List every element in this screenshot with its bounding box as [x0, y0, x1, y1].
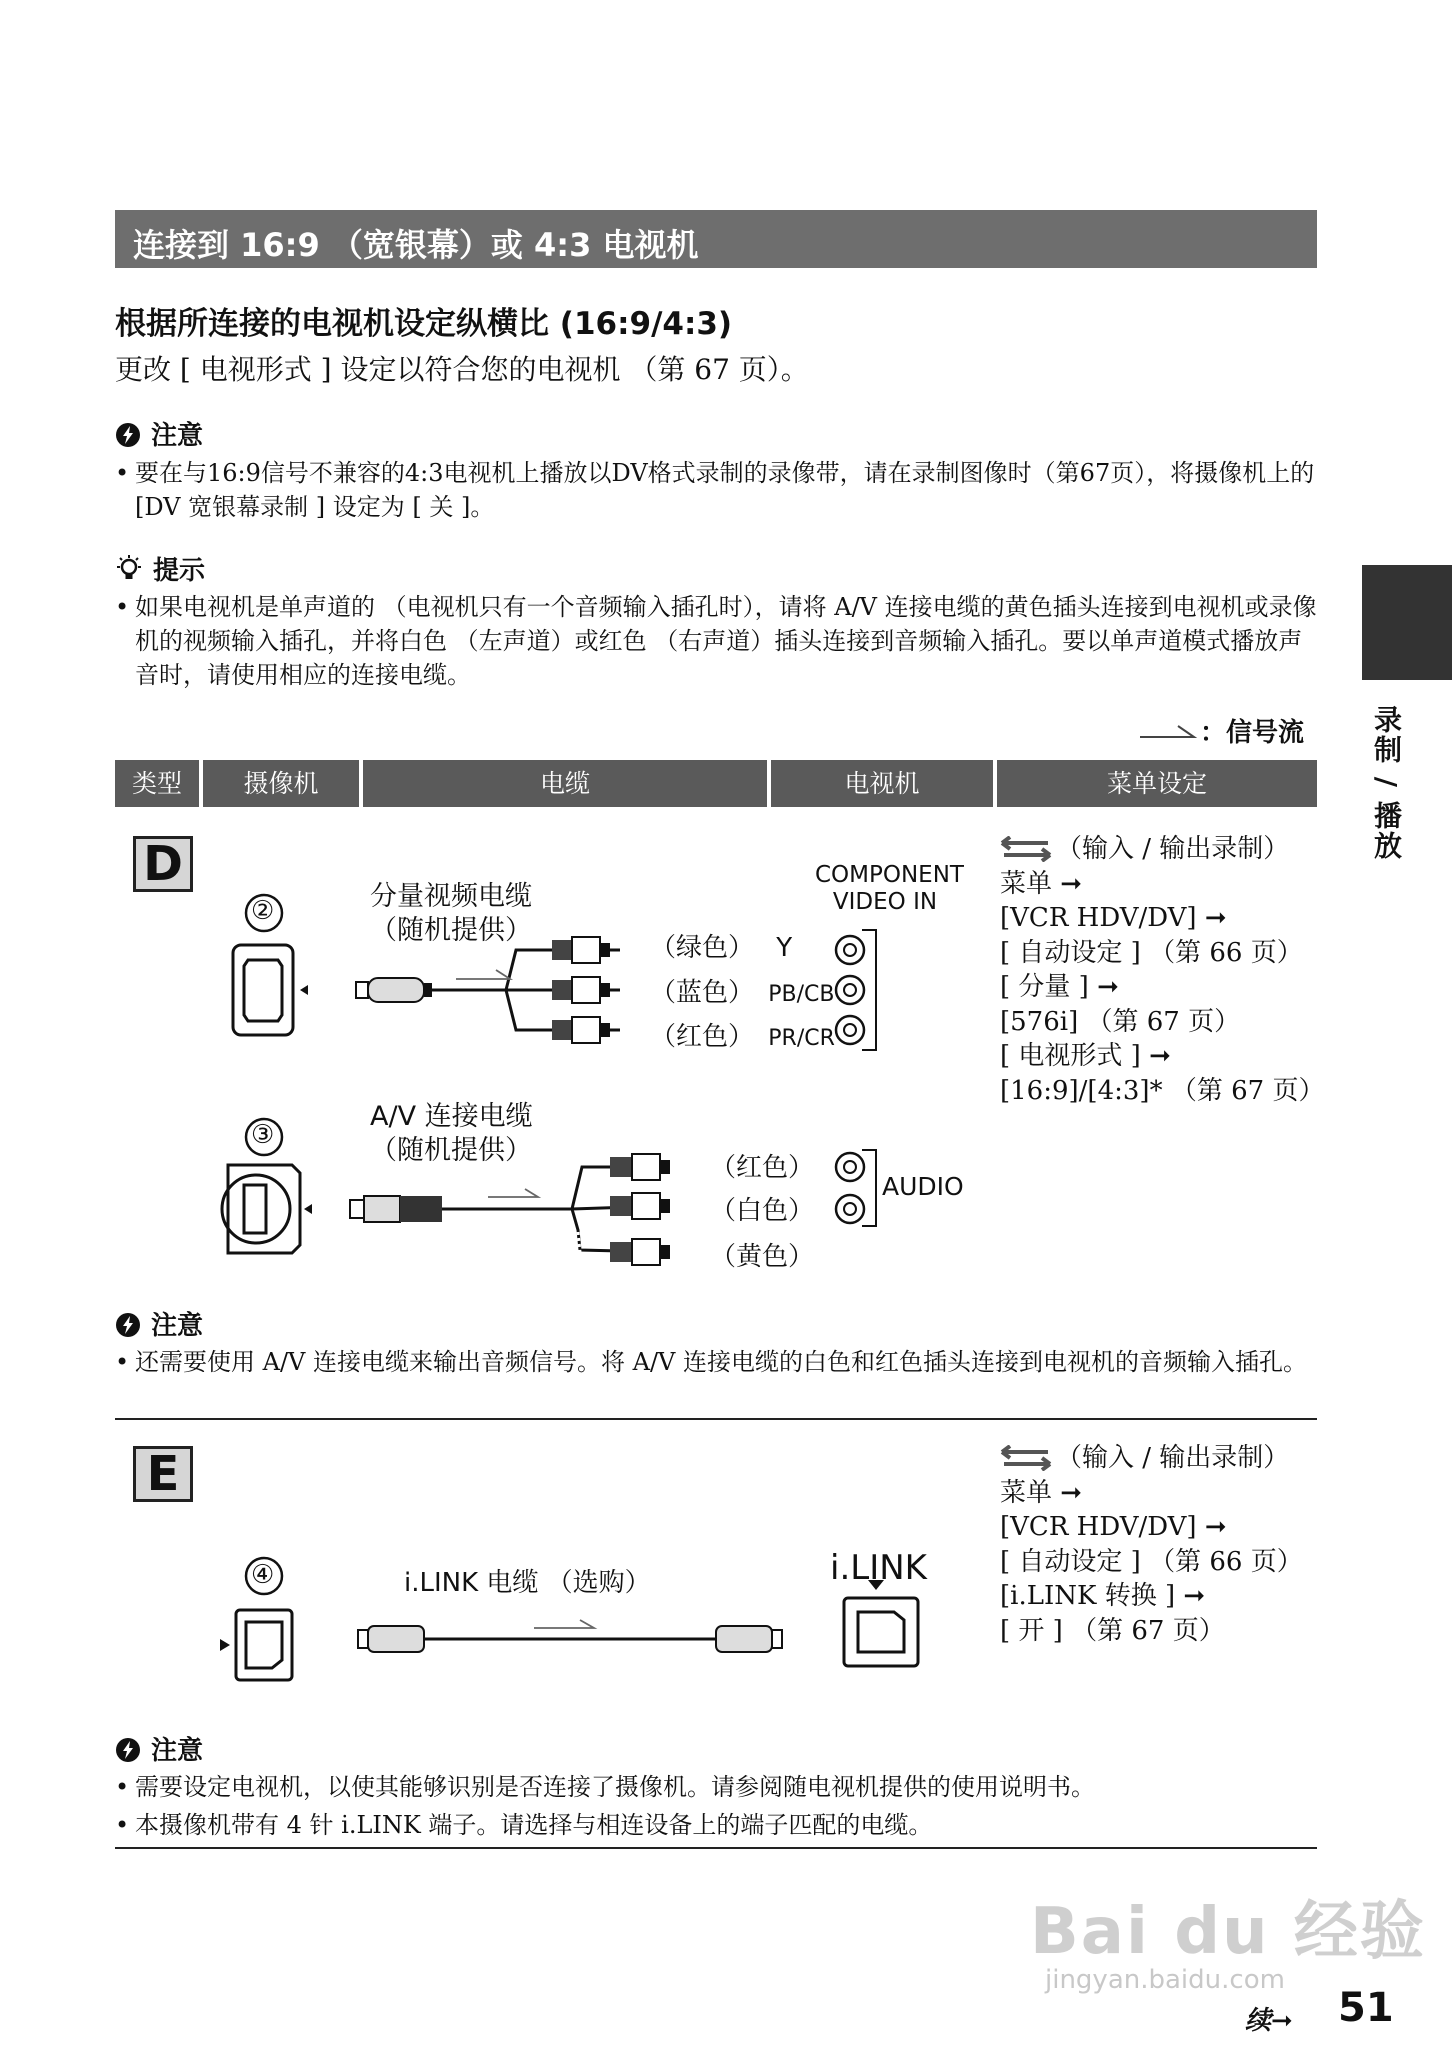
note3-item-2-text: 本摄像机带有 4 针 i.LINK 端子。请选择与相连设备上的端子匹配的电缆。	[135, 1811, 933, 1839]
rca-plug-red-icon	[552, 1017, 620, 1043]
caution-icon	[115, 422, 141, 448]
av-plug-white-label: （白色）	[710, 1196, 815, 1226]
ilink-port-tv-icon	[844, 1580, 918, 1666]
note1-heading	[115, 415, 203, 452]
menu-d-line-3: [ 自动设定 ] （第 66 页）	[1000, 937, 1303, 968]
note3-item-2: • 本摄像机带有 4 针 i.LINK 端子。请选择与相连设备上的端子匹配的电缆。	[115, 1811, 933, 1839]
note3-item-1-text: 需要设定电视机，以使其能够识别是否连接了摄像机。请参阅随电视机提供的使用说明书。	[135, 1773, 1095, 1801]
plug-red-signal: PR/CR	[768, 1026, 835, 1051]
av-cable-plug-icon	[350, 1196, 442, 1222]
audio-label: AUDIO	[882, 1172, 964, 1201]
component-cable-label	[370, 880, 532, 948]
av-plug-red-label: （红色）	[710, 1153, 815, 1183]
ilink-port-camcorder-icon	[220, 1610, 292, 1680]
number-2: ②	[251, 896, 275, 926]
divider-bottom	[115, 1847, 1317, 1849]
note3-heading	[115, 1730, 203, 1767]
aspect-heading: 根据所连接的电视机设定纵横比 (16:9/4:3)	[115, 306, 733, 342]
menu-d-line-1: 菜单 ➞	[1000, 868, 1083, 899]
watermark-logo: Bai du 经验	[1030, 1895, 1426, 1969]
component-cable-name: 分量视频电缆	[370, 881, 532, 912]
col-camcorder: 摄像机	[203, 760, 363, 807]
note3-title: 注意	[151, 1736, 204, 1766]
type-d-label: D	[133, 836, 193, 892]
menu-e-line-3: [ 自动设定 ] （第 66 页）	[1000, 1546, 1303, 1577]
menu-e-line-4: [i.LINK 转换 ] ➞	[1000, 1581, 1206, 1611]
menu-e-line-5: [ 开 ] （第 67 页）	[1000, 1615, 1225, 1646]
component-video-in-label	[815, 862, 964, 916]
menu-d-line-6: [ 电视形式 ] ➞	[1000, 1041, 1171, 1071]
hint-item: • 如果电视机是单声道的 （电视机只有一个音频输入插孔时），请将 A/V 连接电缆的黄色插头连接到电视机或录像机的视频输入插孔，并将白色 （左声道）或红色 （右声道）插头连接到音频输入插孔。要以单声道模式播放声音时，请使用相应的连接电缆。	[115, 593, 1317, 689]
av-port-icon	[222, 1165, 312, 1253]
hint-heading	[115, 550, 205, 587]
watermark-url: jingyan.baidu.com	[1045, 1965, 1285, 1995]
note1-item-text: 要在与16:9信号不兼容的4:3电视机上播放以DV格式录制的录像带，请在录制图像时（第67页），将摄像机上的 [DV 宽银幕录制 ] 设定为 [ 关 ]。	[135, 459, 1315, 521]
menu-e-line-1: 菜单 ➞	[1000, 1477, 1083, 1508]
plug-red-color: （红色）	[650, 1022, 755, 1052]
aspect-text: 更改 [ 电视形式 ] 设定以符合您的电视机 （第 67 页）。	[115, 353, 809, 386]
col-menu: 菜单设定	[1106, 769, 1207, 798]
plug-green-signal: Y	[776, 933, 793, 963]
note2-item: • 还需要使用 A/V 连接电缆来输出音频信号。将 A/V 连接电缆的白色和红色插头连接到电视机的音频输入插孔。	[115, 1348, 1308, 1376]
plug-green-color: （绿色）	[650, 933, 755, 963]
note1-item: • 要在与16:9信号不兼容的4:3电视机上播放以DV格式录制的录像带，请在录制图像时（第67页），将摄像机上的 [DV 宽银幕录制 ] 设定为 [ 关 ]。	[115, 459, 1315, 521]
menu-e-line-2: [VCR HDV/DV] ➞	[1000, 1512, 1227, 1542]
menu-d-line-4: [ 分量 ] ➞	[1000, 972, 1119, 1002]
component-jack-line1: COMPONENT	[815, 862, 964, 888]
ilink-cable-label: i.LINK 电缆 （选购）	[404, 1568, 651, 1598]
menu-e-line-0: （输入 / 输出录制）	[1056, 1443, 1290, 1473]
section-header	[115, 210, 1317, 268]
page-number: 51	[1338, 1985, 1394, 2031]
ilink-label: i.LINK	[830, 1548, 927, 1588]
hint-item-text: 如果电视机是单声道的 （电视机只有一个音频输入插孔时），请将 A/V 连接电缆的黄色插头连接到电视机或录像机的视频输入插孔，并将白色 （左声道）或红色 （右声道）插头连接到音频输入插孔。要以单声道模式播放声音时，请使用相应的连接电缆。	[135, 593, 1317, 689]
type-e-label: E	[133, 1446, 193, 1502]
tv-audio-jacks-icon	[836, 1150, 876, 1226]
av-cable-label	[370, 1100, 533, 1168]
component-cable-note: （随机提供）	[370, 915, 532, 946]
av-plug-yellow-label: （黄色）	[710, 1242, 815, 1272]
av-cable-note: （随机提供）	[370, 1135, 532, 1166]
menu-d-line-0: （输入 / 输出录制）	[1056, 834, 1290, 864]
side-tab-label: 录制 / 播放	[1370, 705, 1403, 861]
ilink-cable-icon	[358, 1626, 782, 1652]
signal-flow-label: ：信号流	[1200, 718, 1305, 748]
continued-label: 续➞	[1245, 2006, 1293, 2036]
tv-component-jacks-icon	[836, 930, 876, 1050]
rca-plug-blue-icon	[552, 977, 620, 1003]
col-cable: 电缆	[363, 760, 771, 807]
plug-blue-color: （蓝色）	[650, 978, 755, 1008]
col-type: 类型	[115, 760, 203, 807]
hint-title: 提示	[153, 556, 206, 586]
av-plug-red-icon	[610, 1154, 670, 1180]
table-header	[115, 760, 1317, 807]
caution-icon	[115, 1737, 141, 1763]
menu-d-line-7: [16:9]/[4:3]* （第 67 页）	[1000, 1075, 1325, 1106]
component-cable-plug-icon	[356, 978, 432, 1002]
rca-plug-green-icon	[552, 937, 620, 963]
section-title: 连接到 16:9 （宽银幕）或 4:3 电视机	[133, 226, 699, 264]
signal-flow-legend	[1138, 712, 1304, 749]
note3-item-1: • 需要设定电视机，以使其能够识别是否连接了摄像机。请参阅随电视机提供的使用说明书。	[115, 1773, 1095, 1801]
note2-title: 注意	[151, 1311, 204, 1341]
av-cable-name: A/V 连接电缆	[370, 1101, 533, 1132]
lightbulb-icon	[115, 555, 143, 583]
menu-d-line-5: [576i] （第 67 页）	[1000, 1006, 1241, 1037]
side-tab-marker	[1362, 565, 1452, 680]
note1-title: 注意	[151, 421, 204, 451]
plug-red-label	[650, 1016, 835, 1053]
number-4: ④	[251, 1560, 275, 1590]
col-tv: 电视机	[771, 760, 997, 807]
component-jack-line2: VIDEO IN	[832, 889, 938, 915]
note2-item-text: 还需要使用 A/V 连接电缆来输出音频信号。将 A/V 连接电缆的白色和红色插头连接到电视机的音频输入插孔。	[135, 1348, 1308, 1376]
signal-flow-arrow-icon	[1138, 721, 1200, 741]
note2-heading	[115, 1305, 203, 1342]
divider	[115, 1418, 1317, 1420]
plug-blue-label	[650, 972, 835, 1009]
caution-icon	[115, 1312, 141, 1338]
plug-green-label	[650, 927, 792, 964]
av-plug-white-icon	[610, 1193, 670, 1219]
plug-blue-signal: PB/CB	[768, 982, 835, 1007]
number-3: ③	[251, 1120, 275, 1150]
component-port-icon	[233, 945, 308, 1035]
av-plug-yellow-icon	[610, 1239, 670, 1265]
menu-d-line-2: [VCR HDV/DV] ➞	[1000, 903, 1227, 933]
